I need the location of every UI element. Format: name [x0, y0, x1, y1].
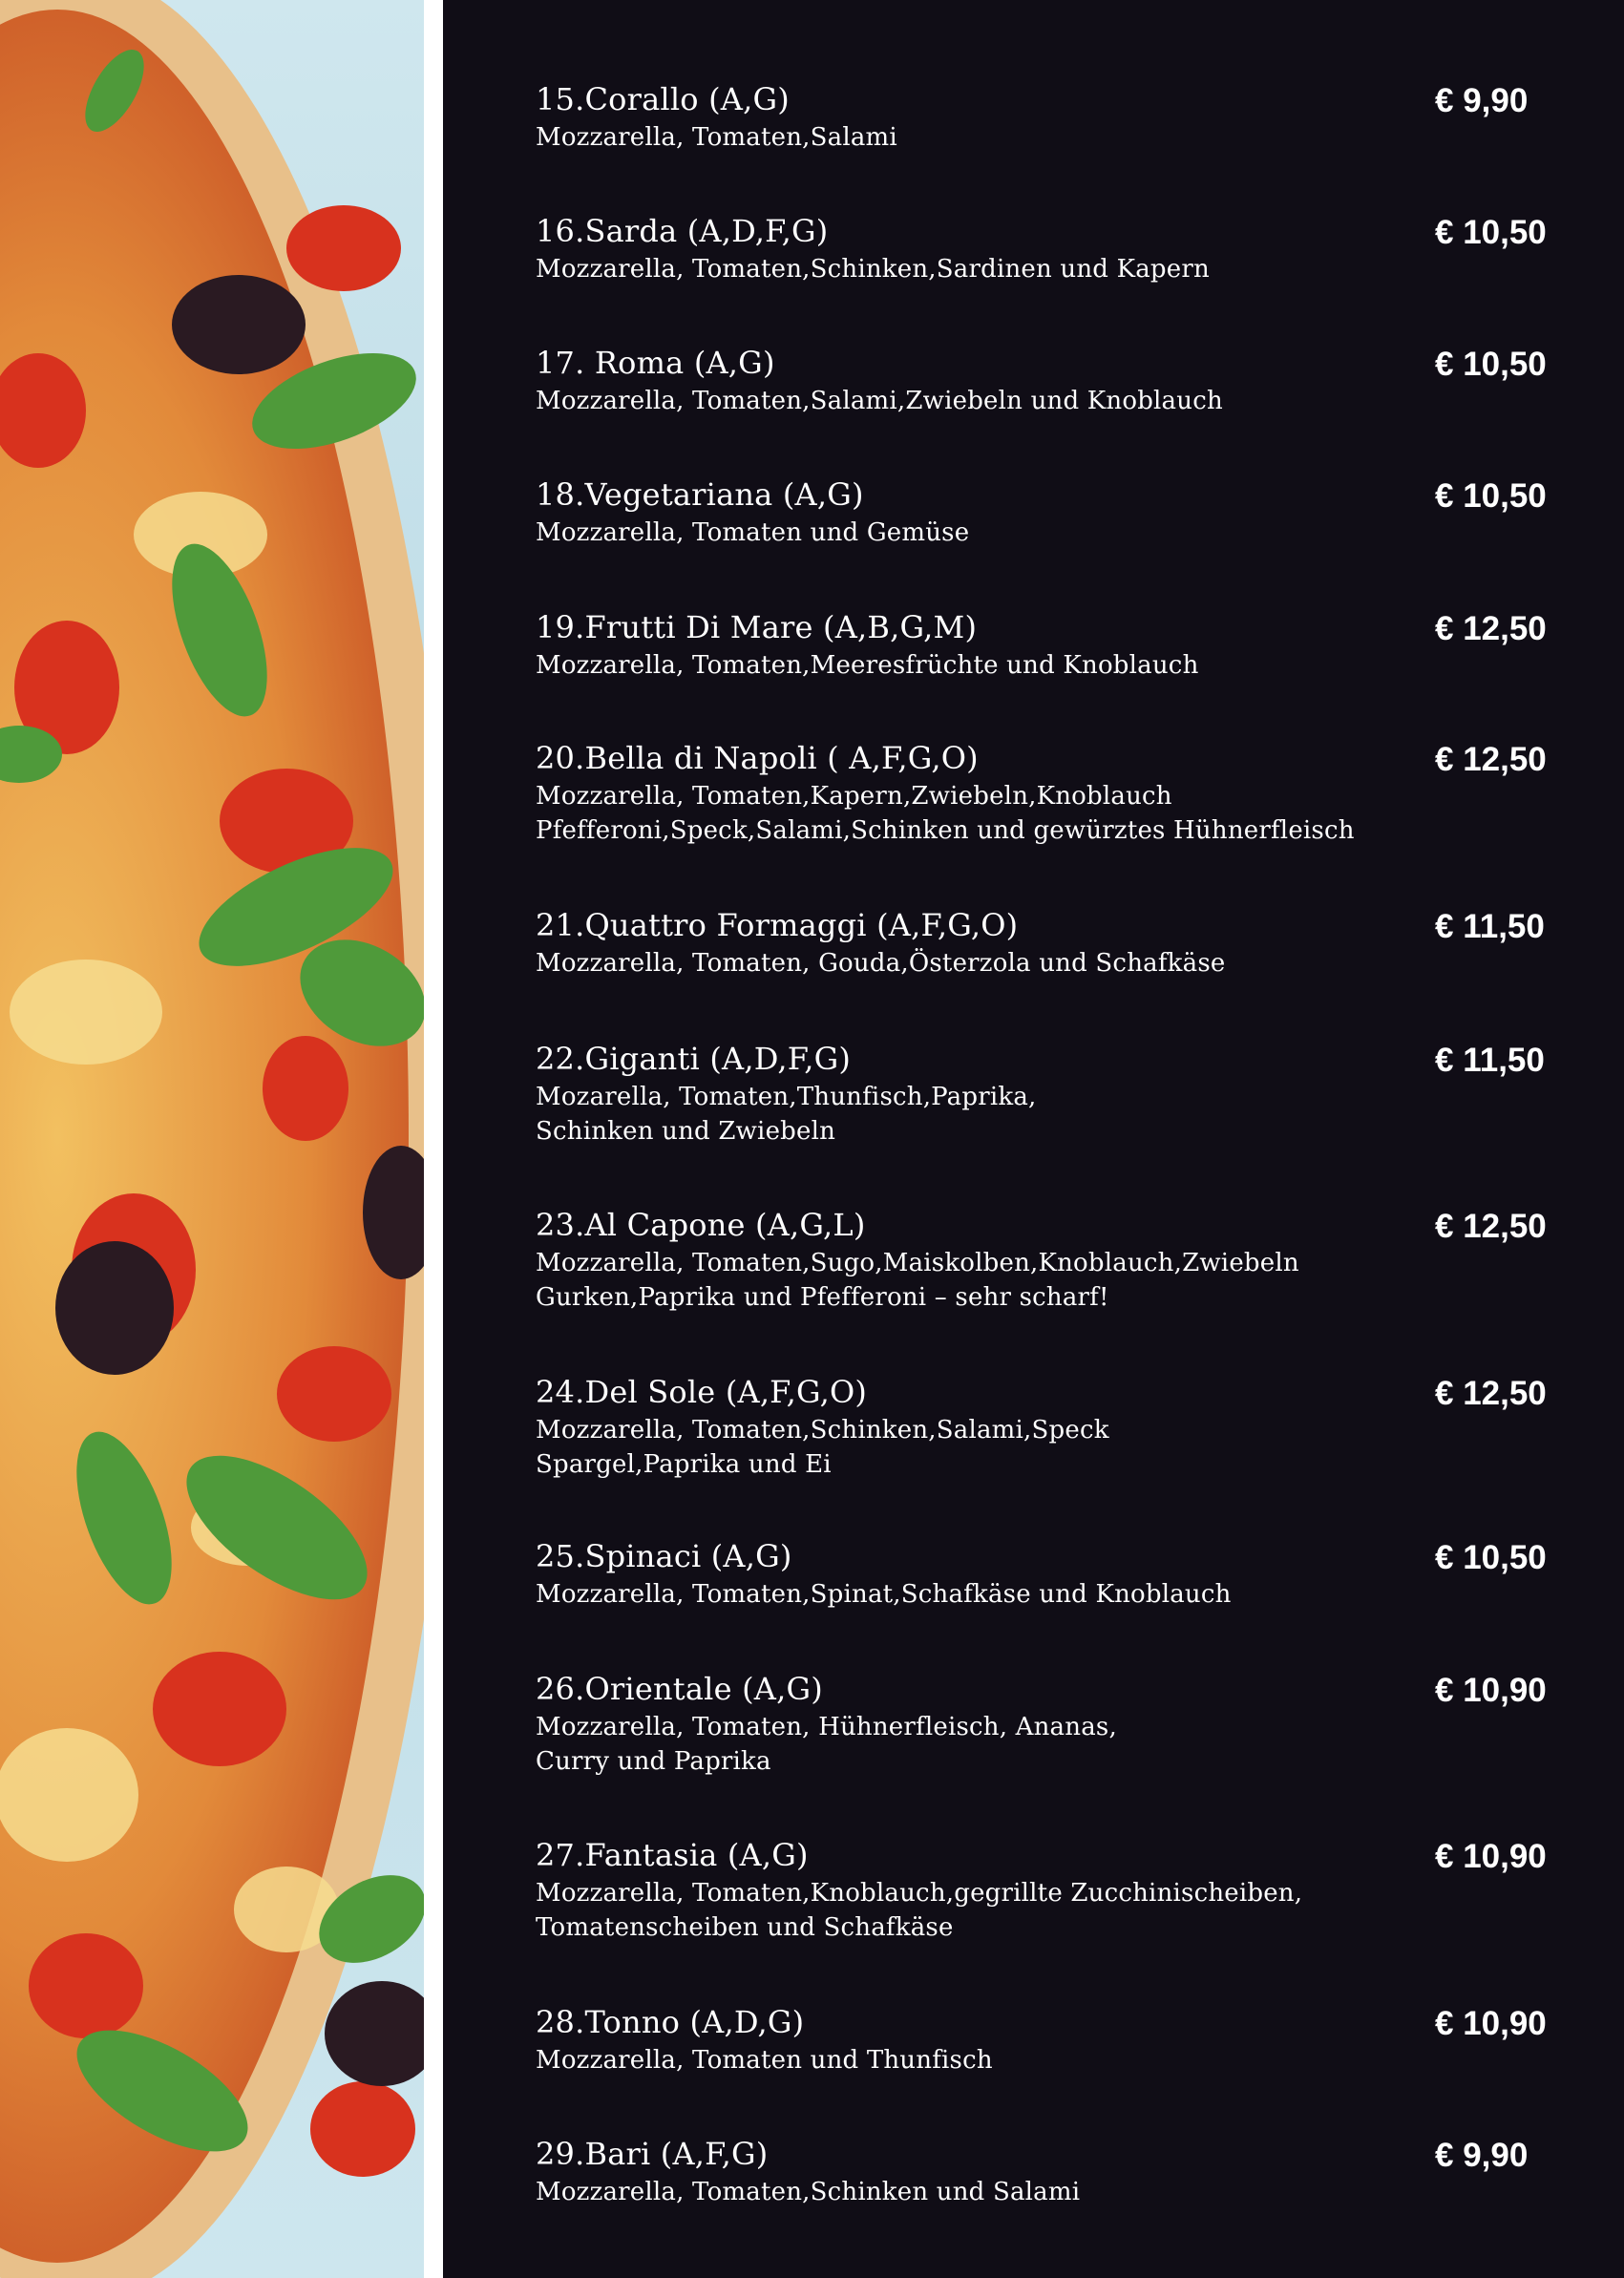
menu-item-price: € 10,90: [1435, 1838, 1547, 1875]
menu-item-title: 21.Quattro Formaggi (A,F,G,O): [536, 907, 1019, 943]
menu-item-title: 17. Roma (A,G): [536, 345, 775, 381]
menu-item-description: Spargel,Paprika und Ei: [536, 1450, 832, 1479]
menu-item-description: Mozzarella, Tomaten,Kapern,Zwiebeln,Knoblauch: [536, 782, 1172, 811]
menu-item-price: € 11,50: [1435, 908, 1545, 945]
menu-item: [536, 1371, 1567, 1482]
menu-item-description: Mozzarella, Tomaten, Gouda,Österzola und Schafkäse: [536, 949, 1226, 978]
menu-item-title: 22.Giganti (A,D,F,G): [536, 1041, 852, 1077]
pizza-photo-icon: [0, 0, 424, 2278]
menu-item-title: 19.Frutti Di Mare (A,B,G,M): [536, 609, 978, 645]
menu-item: [536, 904, 1567, 981]
pizza-photo: [0, 0, 424, 2278]
menu-item-title: 24.Del Sole (A,F,G,O): [536, 1374, 868, 1410]
menu-item-price: € 10,50: [1435, 1539, 1547, 1576]
menu-item: [536, 1204, 1567, 1315]
menu-item-title: 20.Bella di Napoli ( A,F,G,O): [536, 740, 979, 776]
menu-item-description: Tomatenscheiben und Schafkäse: [536, 1913, 954, 1942]
menu-item-description: Mozzarella, Tomaten,Sugo,Maiskolben,Knoblauch,Zwiebeln: [536, 1249, 1299, 1277]
menu-item-price: € 10,90: [1435, 1672, 1547, 1709]
menu-item-title: 26.Orientale (A,G): [536, 1671, 823, 1707]
menu-item: [536, 210, 1567, 286]
menu-item: [536, 2001, 1567, 2078]
menu-item-title: 29.Bari (A,F,G): [536, 2136, 769, 2172]
menu-item-title: 16.Sarda (A,D,F,G): [536, 213, 829, 249]
menu-item-price: € 10,50: [1435, 214, 1547, 251]
menu-item: [536, 1668, 1567, 1779]
menu-item-description: Gurken,Paprika und Pfefferoni – sehr scharf!: [536, 1283, 1109, 1312]
menu-item: [536, 1038, 1567, 1149]
menu-item: [536, 474, 1567, 550]
menu-item-title: 25.Spinaci (A,G): [536, 1538, 792, 1574]
menu-item: [536, 606, 1567, 683]
menu-item-description: Schinken und Zwiebeln: [536, 1117, 836, 1146]
menu-item: [536, 1834, 1567, 1945]
menu-item: [536, 2133, 1567, 2209]
menu-item-price: € 9,90: [1435, 2137, 1529, 2174]
menu-item-title: 28.Tonno (A,D,G): [536, 2004, 805, 2040]
photo-divider: [424, 0, 443, 2278]
menu-item-title: 15.Corallo (A,G): [536, 81, 790, 117]
menu-item-description: Mozzarella, Tomaten,Meeresfrüchte und Knoblauch: [536, 651, 1199, 680]
menu-item-title: 23.Al Capone (A,G,L): [536, 1207, 866, 1243]
menu-item-description: Mozzarella, Tomaten,Salami,Zwiebeln und Knoblauch: [536, 387, 1223, 415]
menu-item-description: Mozzarella, Tomaten,Schinken,Salami,Speck: [536, 1416, 1109, 1445]
menu-item-description: Mozzarella, Tomaten,Salami: [536, 123, 897, 152]
menu-item-description: Pfefferoni,Speck,Salami,Schinken und gewürztes Hühnerfleisch: [536, 816, 1355, 845]
menu-item-price: € 9,90: [1435, 82, 1529, 119]
menu-item-description: Mozzarella, Tomaten und Thunfisch: [536, 2046, 993, 2075]
menu-item-price: € 11,50: [1435, 1042, 1545, 1079]
menu-item: [536, 342, 1567, 418]
menu-item-price: € 12,50: [1435, 610, 1547, 647]
menu-item-description: Mozarella, Tomaten,Thunfisch,Paprika,: [536, 1083, 1037, 1111]
menu-item-description: Mozzarella, Tomaten, Hühnerfleisch, Ananas,: [536, 1713, 1117, 1741]
menu-item-description: Mozzarella, Tomaten,Schinken,Sardinen und Kapern: [536, 255, 1210, 284]
menu-item-description: Curry und Paprika: [536, 1747, 771, 1776]
menu-item-title: 27.Fantasia (A,G): [536, 1837, 809, 1873]
menu-item-title: 18.Vegetariana (A,G): [536, 476, 864, 513]
menu-item-description: Mozzarella, Tomaten und Gemüse: [536, 518, 970, 547]
menu-item-price: € 10,90: [1435, 2005, 1547, 2042]
menu-panel: [443, 0, 1624, 2278]
menu-item: [536, 78, 1567, 155]
menu-item-price: € 12,50: [1435, 1208, 1547, 1245]
menu-item-price: € 12,50: [1435, 1375, 1547, 1412]
menu-item: [536, 1535, 1567, 1612]
menu-item: [536, 737, 1567, 848]
menu-item-description: Mozzarella, Tomaten,Schinken und Salami: [536, 2178, 1081, 2206]
menu-item-price: € 12,50: [1435, 741, 1547, 778]
menu-item-price: € 10,50: [1435, 477, 1547, 515]
menu-item-description: Mozzarella, Tomaten,Spinat,Schafkäse und Knoblauch: [536, 1580, 1232, 1609]
menu-item-description: Mozzarella, Tomaten,Knoblauch,gegrillte Zucchinischeiben,: [536, 1879, 1303, 1908]
menu-item-price: € 10,50: [1435, 346, 1547, 383]
